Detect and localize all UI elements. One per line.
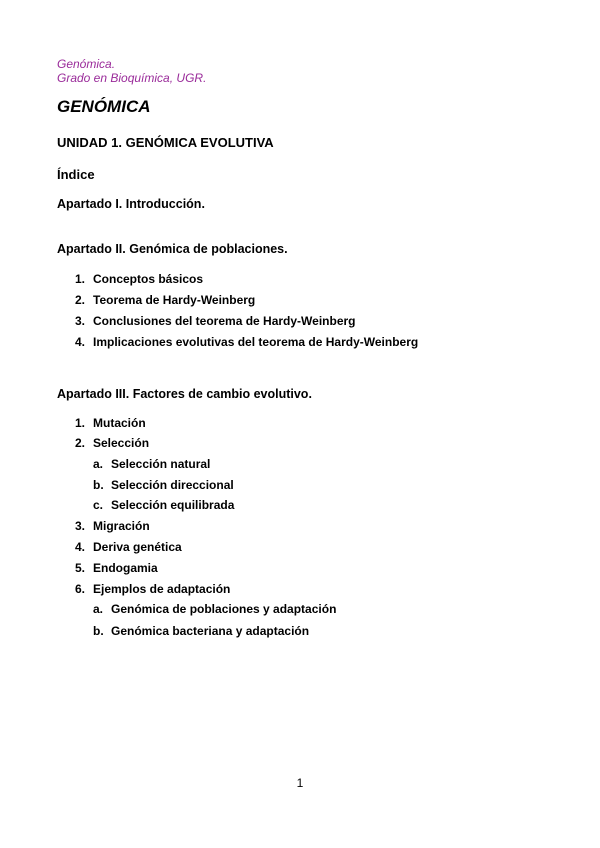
list-item — [75, 314, 356, 328]
list-item-number: 4. — [75, 335, 86, 349]
list-item-number: 2. — [75, 436, 86, 450]
list-item-number: 1. — [75, 272, 86, 286]
list-item — [75, 293, 255, 307]
list-item-label: Deriva genética — [93, 540, 182, 554]
unit-heading: UNIDAD 1. GENÓMICA EVOLUTIVA — [57, 135, 274, 150]
list-item-label: Genómica bacteriana y adaptación — [111, 624, 310, 638]
list-item-number: 2. — [75, 293, 86, 307]
list-item-number: a. — [93, 457, 104, 471]
list-item — [75, 540, 182, 554]
index-heading: Índice — [57, 167, 95, 182]
list-item — [75, 416, 146, 430]
sub-list-item — [93, 602, 336, 616]
list-item-label: Selección equilibrada — [111, 498, 235, 512]
document-title: GENÓMICA — [57, 97, 151, 116]
sub-list-item — [93, 478, 234, 492]
list-item — [75, 335, 418, 349]
list-item-label: Endogamia — [93, 561, 158, 575]
list-item-label: Selección direccional — [111, 478, 234, 492]
list-item-number: 1. — [75, 416, 86, 430]
list-item-label: Conclusiones del teorema de Hardy-Weinberg — [93, 314, 356, 328]
sub-list-item — [93, 457, 210, 471]
section-heading: Apartado III. Factores de cambio evolutivo. — [57, 387, 312, 401]
list-item-number: a. — [93, 602, 104, 616]
list-item-label: Mutación — [93, 416, 146, 430]
list-item-label: Migración — [93, 519, 150, 533]
sub-list-item — [93, 624, 309, 638]
list-item-number: 3. — [75, 519, 86, 533]
list-item-number: b. — [93, 624, 104, 638]
list-item-number: b. — [93, 478, 104, 492]
list-item-label: Selección — [93, 436, 150, 450]
list-item-number: 3. — [75, 314, 86, 328]
list-item-number: 5. — [75, 561, 86, 575]
list-item — [75, 436, 149, 450]
list-item — [75, 272, 203, 286]
list-item — [75, 561, 158, 575]
list-item-label: Teorema de Hardy-Weinberg — [93, 293, 256, 307]
header-course: Genómica. — [57, 57, 116, 71]
section-heading: Apartado II. Genómica de poblaciones. — [57, 242, 288, 256]
page-number: 1 — [296, 776, 304, 790]
list-item-label: Ejemplos de adaptación — [93, 582, 231, 596]
list-item-label: Conceptos básicos — [93, 272, 204, 286]
list-item-number: 4. — [75, 540, 86, 554]
list-item-number: c. — [93, 498, 104, 512]
section-heading: Apartado I. Introducción. — [57, 197, 205, 211]
header-degree: Grado en Bioquímica, UGR. — [57, 71, 207, 85]
list-item-number: 6. — [75, 582, 86, 596]
list-item — [75, 582, 230, 596]
list-item-label: Genómica de poblaciones y adaptación — [111, 602, 337, 616]
list-item — [75, 519, 150, 533]
sub-list-item — [93, 498, 234, 512]
list-item-label: Selección natural — [111, 457, 211, 471]
list-item-label: Implicaciones evolutivas del teorema de Hardy-Weinberg — [93, 335, 419, 349]
